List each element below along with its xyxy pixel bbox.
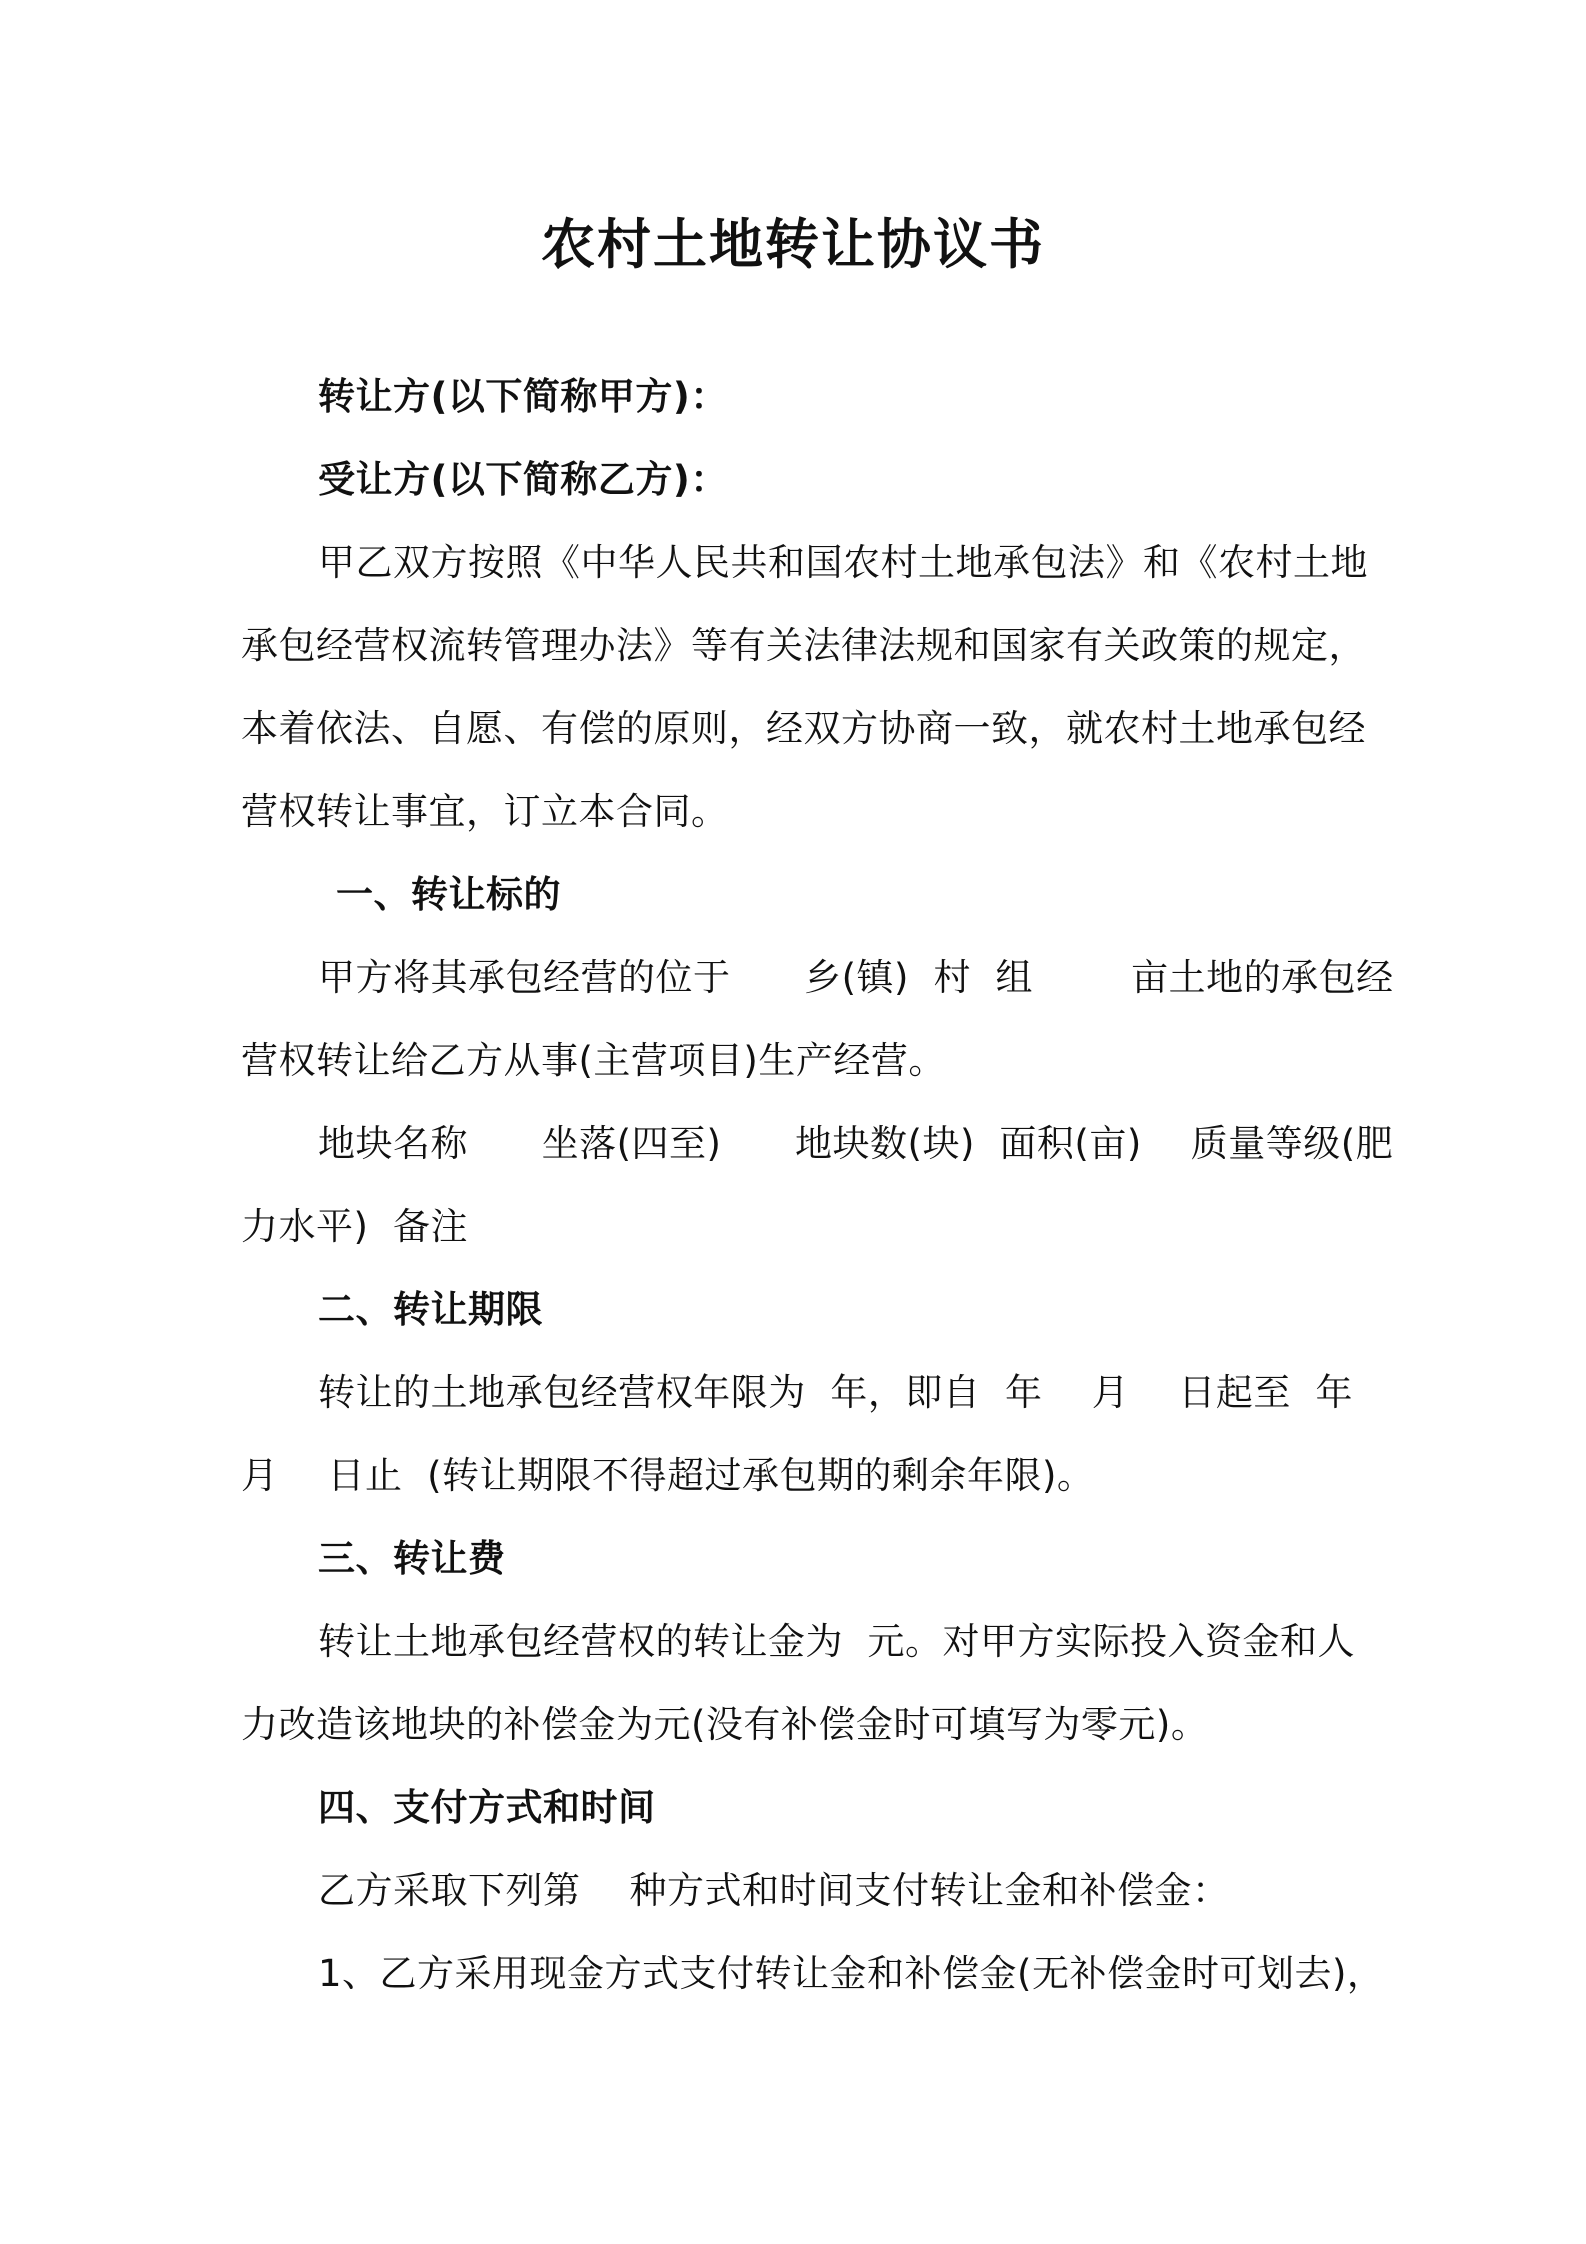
paragraph-line: 转让的土地承包经营权年限为 年，即自 年 月 日起至 年 <box>318 1371 1353 1414</box>
paragraph-line: 乙方采取下列第 种方式和时间支付转让金和补偿金： <box>318 1869 1230 1912</box>
section-heading-1: 一、转让标的 <box>336 873 561 916</box>
table-header-line: 力水平) 备注 <box>241 1205 468 1248</box>
paragraph-line: 力改造该地块的补偿金为元(没有补偿金时可填写为零元)。 <box>241 1703 1209 1746</box>
transferor-line: 转让方(以下简称甲方)： <box>318 375 728 418</box>
section-heading-4: 四、支付方式和时间 <box>318 1786 656 1829</box>
paragraph-line: 营权转让给乙方从事(主营项目)生产经营。 <box>241 1039 946 1082</box>
transferee-line: 受让方(以下简称乙方)： <box>318 458 728 501</box>
paragraph-line: 营权转让事宜，订立本合同。 <box>241 790 729 833</box>
paragraph-line: 转让土地承包经营权的转让金为 元。对甲方实际投入资金和人 <box>318 1620 1356 1663</box>
paragraph-line: 本着依法、自愿、有偿的原则，经双方协商一致，就农村土地承包经 <box>241 707 1366 750</box>
paragraph-line: 1、乙方采用现金方式支付转让金和补偿金(无补偿金时可划去)， <box>318 1952 1385 1995</box>
section-heading-3: 三、转让费 <box>318 1537 506 1580</box>
table-header-line: 地块名称 坐落(四至) 地块数(块) 面积(亩) 质量等级(肥 <box>318 1122 1394 1165</box>
section-heading-2: 二、转让期限 <box>318 1288 543 1331</box>
paragraph-line: 月 日止 (转让期限不得超过承包期的剩余年限)。 <box>241 1454 1095 1497</box>
document-title: 农村土地转让协议书 <box>541 213 1045 276</box>
paragraph-line: 甲方将其承包经营的位于 乡(镇) 村 组 亩土地的承包经 <box>318 956 1394 999</box>
paragraph-line: 甲乙双方按照《中华人民共和国农村土地承包法》和《农村土地 <box>318 541 1368 584</box>
paragraph-line: 承包经营权流转管理办法》等有关法律法规和国家有关政策的规定， <box>241 624 1366 667</box>
